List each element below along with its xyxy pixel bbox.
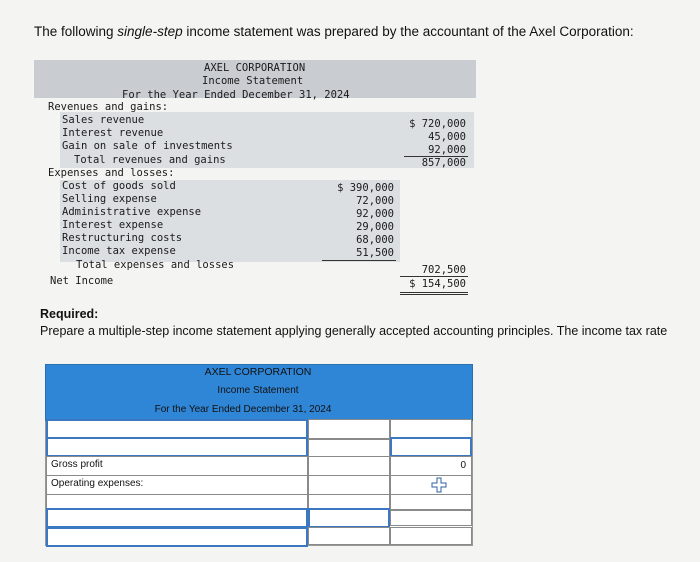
expense-amount: 68,000 <box>356 234 394 246</box>
revenues-heading: Revenues and gains: <box>48 101 169 113</box>
amount-input[interactable] <box>308 439 390 457</box>
intro-text: The following single-step income statement was prepared by the accountant of the Axel Corporation: <box>34 24 634 39</box>
total-expenses-amount: 702,500 <box>421 264 466 276</box>
total-revenues-label: Total revenues and gains <box>74 154 226 166</box>
revenue-label: Interest revenue <box>62 127 164 139</box>
revenue-label: Sales revenue <box>62 114 145 126</box>
expense-label: Cost of goods sold <box>62 180 176 192</box>
amount-input[interactable] <box>390 419 472 439</box>
expense-amount: 92,000 <box>356 208 394 220</box>
expenses-heading: Expenses and losses: <box>48 167 175 179</box>
expense-label: Selling expense <box>62 193 157 205</box>
total-revenues-amount: 857,000 <box>421 157 466 169</box>
gross-profit-value: 0 <box>460 460 466 471</box>
expense-label: Income tax expense <box>62 245 176 257</box>
line-item-label-input[interactable] <box>46 527 308 547</box>
answer-statement-title: Income Statement <box>217 385 299 396</box>
expense-amount: $ 390,000 <box>337 182 394 194</box>
double-underline <box>400 292 468 293</box>
expense-label: Restructuring costs <box>62 232 183 244</box>
underline <box>400 276 468 277</box>
revenue-amount: 92,000 <box>428 144 466 156</box>
answer-period: For the Year Ended December 31, 2024 <box>154 404 332 415</box>
gross-profit-label: Gross profit <box>51 459 103 470</box>
amount-input[interactable] <box>308 419 390 439</box>
expense-amount: 72,000 <box>356 195 394 207</box>
expense-label: Interest expense <box>62 219 164 231</box>
given-statement-title: Income Statement <box>202 75 304 87</box>
line-item-label-input[interactable] <box>46 508 308 528</box>
amount-input[interactable] <box>390 510 472 526</box>
line-item-label-input[interactable] <box>46 419 308 439</box>
given-company: AXEL CORPORATION <box>204 62 306 74</box>
amount-input[interactable] <box>308 508 390 528</box>
given-period: For the Year Ended December 31, 2024 <box>122 89 350 101</box>
underline <box>322 260 396 261</box>
amount-input[interactable] <box>390 494 472 510</box>
required-title: Required: <box>40 307 99 321</box>
line-item-label-input[interactable] <box>46 437 308 457</box>
expense-label: Administrative expense <box>62 206 202 218</box>
revenue-amount: $ 720,000 <box>409 118 466 130</box>
required-text: Prepare a multiple-step income statement applying generally accepted accounting principles. The income tax rate <box>40 324 668 338</box>
net-income-label: Net Income <box>50 275 114 287</box>
expense-amount: 29,000 <box>356 221 394 233</box>
amount-input[interactable] <box>390 437 472 457</box>
expense-amount: 51,500 <box>356 247 394 259</box>
answer-company: AXEL CORPORATION <box>204 366 312 378</box>
total-expenses-label: Total expenses and losses <box>76 259 235 271</box>
amount-cell <box>308 475 390 495</box>
operating-expenses-label: Operating expenses: <box>51 478 144 489</box>
amount-cell <box>308 456 390 476</box>
amount-input[interactable] <box>390 527 472 545</box>
net-income-amount: $ 154,500 <box>409 278 466 290</box>
double-underline <box>400 294 468 295</box>
revenue-label: Gain on sale of investments <box>62 140 233 152</box>
revenue-amount: 45,000 <box>428 131 466 143</box>
amount-input[interactable] <box>308 527 390 545</box>
